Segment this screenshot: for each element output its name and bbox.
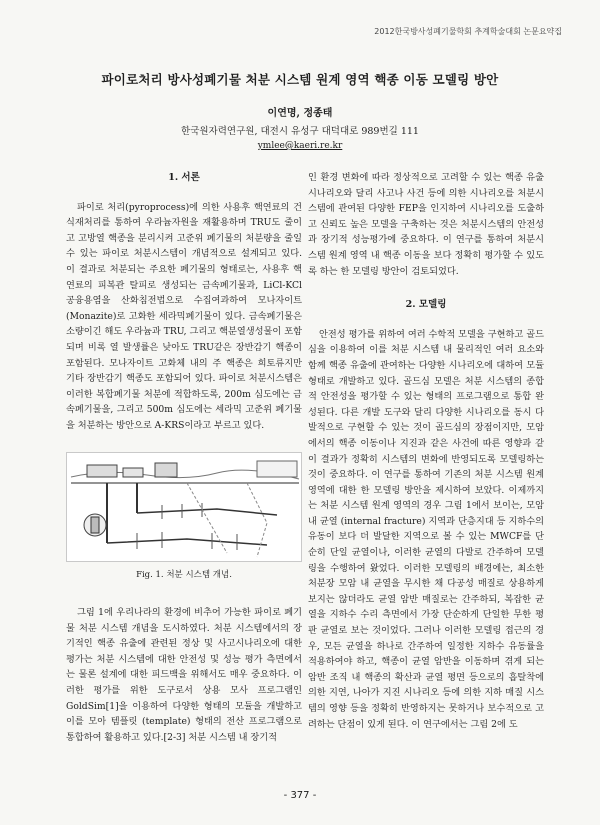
section1-paragraph1: 파이로 처리(pyroprocess)에 의한 사용후 핵연료의 건식재처리를 통하여 우라늄자원을 재활용하며 TRU도 줄이고 고방열 핵종을 분리시켜 고준위 폐기물의 처분량을 줄일 수 있는 파이로 처분시스템이 개념적으로 설계되고 있다. 이 결과로 처분되는 주요한 폐기물의 형태로는, 사용후 핵연료의 피복관 탈피로 생성되는 금속폐기물과, LiCl-KCl 공융용염을 산화침전법으로 수집여과하여 모나자이트(Monazite)로 고화한 세라믹폐기물이 있다. 금속폐기물은 소량이긴 해도 우라늄과 TRU, 그리고 핵분열생성물이 포함되며 비록 열 발생률은 낮아도 TRU같은 장반감기 핵종이 포함된다. 모나자이트 고화체 내의 주 핵종은 희토류지만 기타 장반감기 핵종도 포함되어 있다. 파이로 처분시스템은 이러한 복합폐기물 처분에 적합하도록, 200m 심도에는 금속폐기물을, 그리고 500m 심도에는 세라믹 고준위 폐기물을 처분하는 방안으로 A-KRS이라고 부르고 있다. — [66, 201, 302, 431]
section2-paragraph1: 안전성 평가를 위하여 여러 수학적 모델을 구현하고 골드심을 이용하여 이를 처분 시스템 내 물리적인 여러 요소와 함께 핵종 유출에 관여하는 다양한 시나리오에 대하여 모듈 형태로 개발하고 있다. 골드심 모델은 처분 시스템의 종합적 안전성을 평가할 수 있는 형태의 프로그램으로 통합 완성된다. 다른 개발 도구와 달리 다양한 시나리오를 동시 다발적으로 구현할 수 있는 것이 골드심의 장점이지만, 모암에서의 핵종 이동이나 지진과 같은 사건에 따른 영향과 같이 결과가 정확히 시스템의 변화에 반영되도록 모델링하는 것이 중요하다. 이 연구를 통하여 기존의 처분 시스템 원계 영역에 대한 한 모델링 방안을 제시하여 보았다. 이제까지는 처분 시스템 원계 영역의 경우 그림 1에서 보이는, 모암 내 균열 (internal fracture) 지역과 단층지대 등 지하수의 유동이 보다 더 발달한 지역으로 볼 수 있는 MWCF를 단순히 단일 균열이나, 이러한 균열의 다발로 간주하여 모델링을 수행하여 왔었다. 이러한 모델링의 배경에는, 최소한 처분장 모암 내 균열을 무시한 채 다공성 매질로 상용하게 보지는 않더라도 균열 암반 매질로는 간주하되, 복잡한 균열을 지하수 수리 측면에서 가장 단순하게 단일한 무한 평판 균열로 보는 것이었다. 그러나 이러한 모델링 접근의 경우, 모든 균열을 하나로 간주하여 일정한 지하수 유동률을 적용하여야 하고, 핵종이 균열 암반을 이동하며 겪게 되는 암반 조직 내 핵종의 확산과 균열 평면 등으로의 흡탈착에 의한 지연, 나아가 지진 시나리오 등에 의한 지하 매질 시스템의 영향 등을 정확히 반영하지는 못하거나 보수적으로 고려하는 단점이 있게 된다. 이 연구에서는 그림 2에 도 — [308, 328, 544, 730]
email-link[interactable]: ymlee@kaeri.re.kr — [257, 141, 343, 151]
affiliation: 한국원자력연구원, 대전시 유성구 대덕대로 989번길 111 — [181, 126, 419, 137]
page-number: - 377 - — [283, 790, 317, 801]
left-column — [66, 170, 302, 745]
section1-paragraph2: 그림 1에 우리나라의 환경에 비추어 가능한 파이로 폐기물 처분 시스템 개념을 도시하였다. 처분 시스템에서의 장기적인 핵종 유출에 관련된 정상 및 사고시나리오에 대한 평가는 처분 시스템에 대한 안전성 및 성능 평가 측면에서는 물론 설계에 대한 피드백을 위해서도 매우 중요하다. 이러한 평가를 위한 도구로서 상용 모사 프로그램인 GoldSim[1]을 이용하여 다양한 형태의 모듈을 개발하고 이를 모아 템플릿 (template) 형태의 전산 프로그램으로 통합하여 활용하고 있다.[2-3] 처분 시스템 내 장기적 — [66, 607, 302, 743]
authors: 이연명, 정종태 — [267, 108, 333, 119]
figure-1-caption: Fig. 1. 처분 시스템 개념. — [136, 569, 232, 580]
right-column — [308, 170, 544, 732]
paper-title: 파이로처리 방사성폐기물 처분 시스템 원계 영역 핵종 이동 모델링 방안 — [101, 72, 499, 87]
section1-continued-paragraph: 인 환경 변화에 따라 정상적으로 고려할 수 있는 핵종 유출 시나리오와 달리 사고나 사건 등에 의한 시나리오를 처분시스템에 관여된 다양한 FEP을 인지하여 시나리오를 도출하고 신뢰도 높은 모델을 구축하는 것은 처분시스템의 안전성과 장기적 성능평가에 중요하다. 이 연구를 통하여 처분시스템 원계 영역 내 핵종 이동을 보다 정확히 평가할 수 있도록 하는 한 모델링 방안이 검토되었다. — [308, 172, 544, 277]
section1-heading: 1. 서론 — [168, 172, 200, 183]
section2-heading: 2. 모델링 — [405, 299, 447, 311]
conference-header: 2012한국방사성폐기물학회 추계학술대회 논문요약집 — [374, 27, 562, 36]
repository-concept-drawing — [67, 453, 303, 561]
figure-1-image — [66, 452, 302, 562]
